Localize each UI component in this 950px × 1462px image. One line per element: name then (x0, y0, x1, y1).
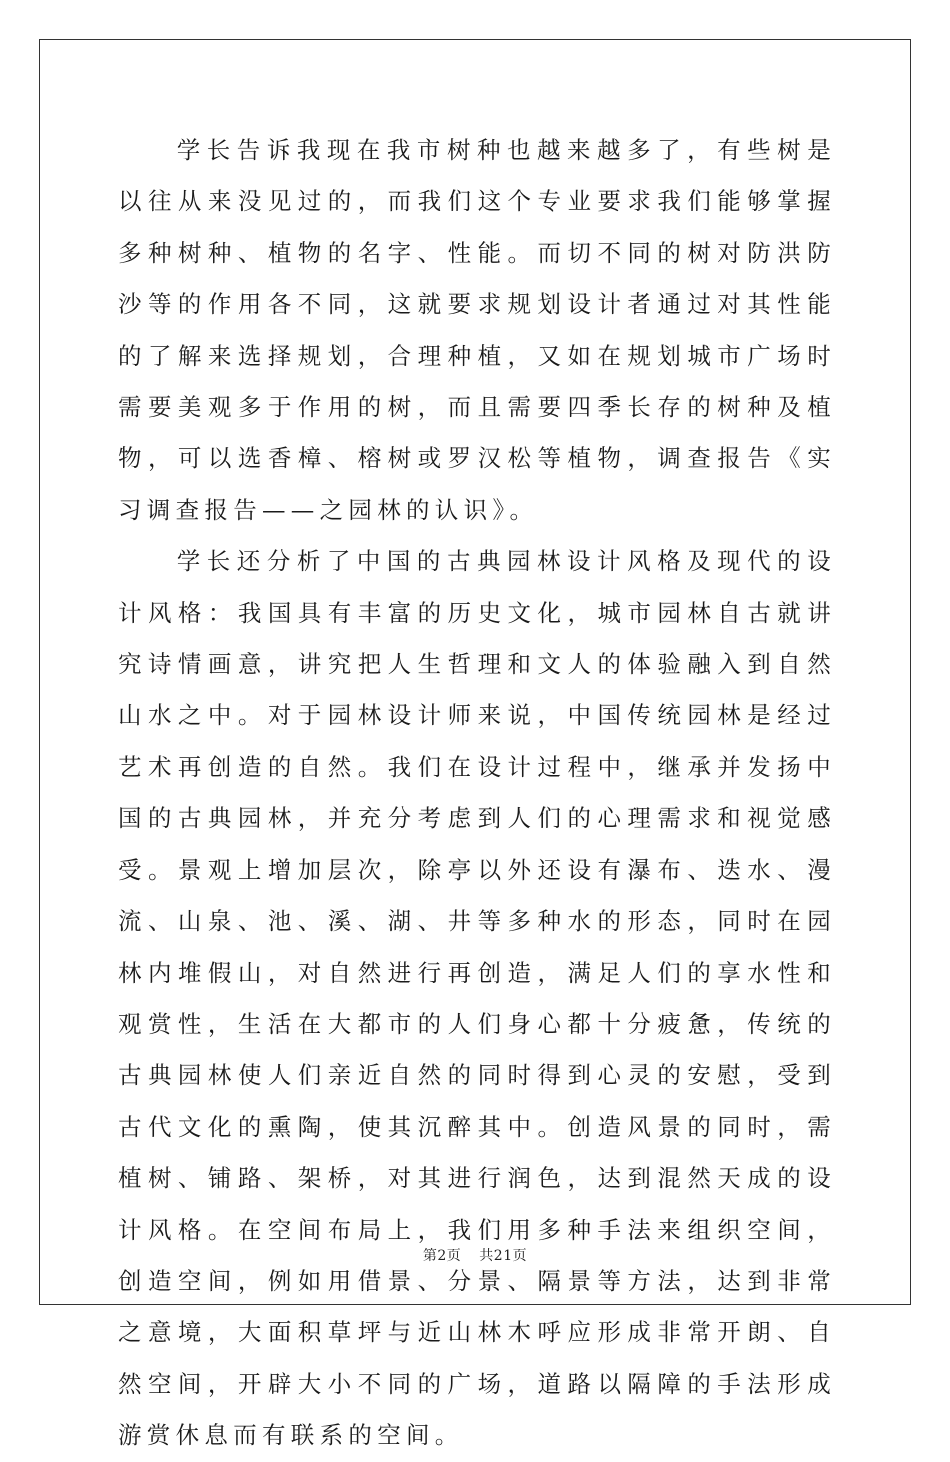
page-footer (0, 1245, 950, 1265)
page-total: 共21页 (479, 1248, 528, 1264)
paragraph-1: 学长告诉我现在我市树种也越来越多了，有些树是以往从来没见过的，而我们这个专业要求我们能够掌握多种树种、植物的名字、性能。而切不同的树对防洪防沙等的作用各不同，这就要求规划设计者通过对其性能的了解来选择规划，合理种植，又如在规划城市广场时需要美观多于作用的树，而且需要四季长存的树种及植物，可以选香樟、榕树或罗汉松等植物，调查报告《实习调查报告——之园林的认识》。 (118, 136, 836, 524)
paragraph-2: 学长还分析了中国的古典园林设计风格及现代的设计风格：我国具有丰富的历史文化，城市园林自古就讲究诗情画意，讲究把人生哲理和文人的体验融入到自然山水之中。对于园林设计师来说，中国传统园林是经过艺术再创造的自然。我们在设计过程中，继承并发扬中国的古典园林，并充分考虑到人们的心理需求和视觉感受。景观上增加层次，除亭以外还设有瀑布、迭水、漫流、山泉、池、溪、湖、井等多种水的形态，同时在园林内堆假山，对自然进行再创造，满足人们的享水性和观赏性，生活在大都市的人们身心都十分疲惫，传统的古典园林使人们亲近自然的同时得到心灵的安慰，受到古代文化的熏陶，使其沉醉其中。创造风景的同时，需植树、铺路、架桥，对其进行润色，达到混然天成的设计风格。在空间布局上，我们用多种手法来组织空间，创造空间，例如用借景、分景、隔景等方法，达到非常之意境，大面积草坪与近山林木呼应形成非常开朗、自然空间，开辟大小不同的广场，道路以隔障的手法形成游赏休息而有联系的空间。 (118, 547, 836, 1450)
page-number: 第2页 (422, 1248, 462, 1264)
